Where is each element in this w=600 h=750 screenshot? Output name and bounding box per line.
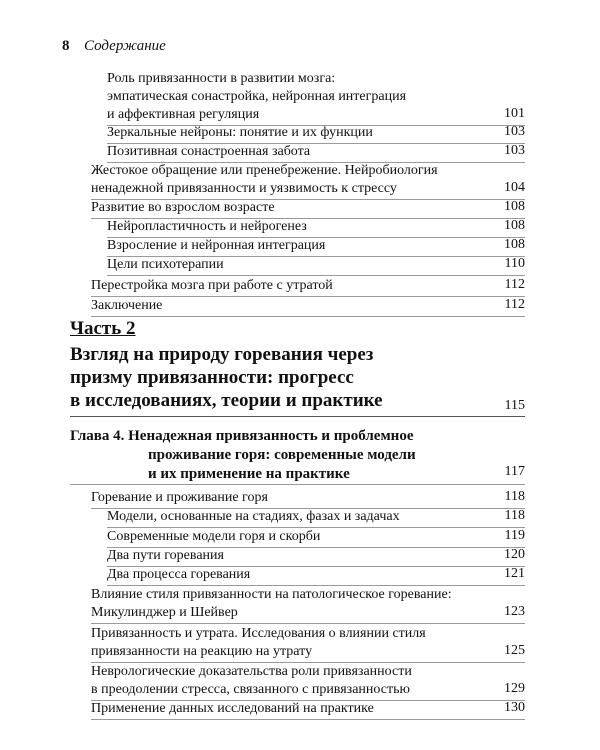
toc-entry-text: Позитивная сонастроенная забота xyxy=(107,144,311,159)
toc-entry xyxy=(91,625,426,661)
part-label: Часть 2 xyxy=(70,318,136,339)
toc-page-number: 104 xyxy=(504,180,525,195)
toc-entry xyxy=(91,277,333,295)
toc-entry-text: Влияние стиля привязанности на патологическое горевание: xyxy=(91,587,452,602)
chapter-title-line: Глава 4. Ненадежная привязанность и проблемное xyxy=(70,428,414,444)
divider xyxy=(70,416,525,417)
toc-entry-text: Перестройка мозга при работе с утратой xyxy=(91,278,333,293)
toc-page-number: 118 xyxy=(504,508,525,523)
toc-entry xyxy=(107,237,325,255)
toc-page-number: 101 xyxy=(504,106,525,121)
toc-entry xyxy=(107,218,307,236)
toc-page-number: 112 xyxy=(504,297,525,312)
toc-entry xyxy=(91,586,452,622)
toc-page-number: 110 xyxy=(504,256,525,271)
toc-entry-text: Заключение xyxy=(91,298,163,313)
divider xyxy=(107,275,525,276)
part-title xyxy=(70,343,383,412)
toc-entry xyxy=(107,528,320,546)
divider xyxy=(91,623,525,624)
toc-entry-text: Два пути горевания xyxy=(107,548,224,563)
toc-entry xyxy=(107,547,224,565)
toc-page-number: 108 xyxy=(504,218,525,233)
toc-page-number: 118 xyxy=(504,489,525,504)
toc-entry-text: Роль привязанности в развитии мозга: xyxy=(107,71,336,86)
toc-page-number: 108 xyxy=(504,199,525,214)
toc-page-number: 119 xyxy=(504,528,525,543)
toc-entry-text: Современные модели горя и скорби xyxy=(107,529,321,544)
toc-page-number: 108 xyxy=(504,237,525,252)
running-header-title: Содержание xyxy=(84,38,166,54)
toc-entry-text: Неврологические доказательства роли привязанности xyxy=(91,664,412,679)
divider xyxy=(91,719,525,720)
chapter-title-line: и их применение на практике xyxy=(148,466,350,482)
toc-entry-text: Цели психотерапии xyxy=(107,257,224,272)
toc-entry-text: в преодолении стресса, связанного с привязанностью xyxy=(91,682,410,697)
toc-entry xyxy=(91,663,412,699)
toc-entry-text: Два процесса горевания xyxy=(107,567,251,582)
toc-entry-text: Жестокое обращение или пренебрежение. Нейробиология xyxy=(91,163,438,178)
toc-page-number: 103 xyxy=(504,124,525,139)
divider xyxy=(70,484,525,485)
toc-entry-text: эмпатическая сонастройка, нейронная интеграция xyxy=(107,89,407,104)
toc-entry xyxy=(91,700,374,718)
toc-entry xyxy=(107,566,250,584)
toc-page-number: 103 xyxy=(504,143,525,158)
toc-entry-text: привязанности на реакцию на утрату xyxy=(91,644,313,659)
toc-page-number: 125 xyxy=(504,643,525,658)
chapter-title xyxy=(70,427,416,484)
toc-entry xyxy=(91,199,275,217)
toc-entry xyxy=(107,508,400,526)
toc-page-number: 121 xyxy=(504,566,525,581)
chapter-title-line: проживание горя: современные модели xyxy=(148,447,416,463)
toc-entry xyxy=(91,489,268,507)
toc-page-number: 123 xyxy=(504,604,525,619)
toc-entry xyxy=(91,297,162,315)
toc-entry-text: Нейропластичность и нейрогенез xyxy=(107,219,307,234)
toc-entry xyxy=(107,143,310,161)
toc-page-number: 120 xyxy=(504,547,525,562)
page-number: 8 xyxy=(62,38,70,54)
toc-entry-text: Взросление и нейронная интеграция xyxy=(107,238,326,253)
toc-page-number: 112 xyxy=(504,277,525,292)
toc-entry xyxy=(107,256,224,274)
toc-page-number: 130 xyxy=(504,700,525,715)
toc-entry-text: Привязанность и утрата. Исследования о влиянии стиля xyxy=(91,626,426,641)
chapter-page-number: 117 xyxy=(504,464,525,479)
part-title-line: Взгляд на природу горевания через xyxy=(70,344,374,365)
toc-entry-text: ненадежной привязанности и уязвимость к стрессу xyxy=(91,181,397,196)
toc-entry-text: Микулинджер и Шейвер xyxy=(91,605,238,620)
toc-entry-text: Горевание и проживание горя xyxy=(91,490,268,505)
toc-entry-text: и аффективная регуляция xyxy=(107,107,260,122)
toc-page-number: 129 xyxy=(504,681,525,696)
part-title-line: призму привязанности: прогресс xyxy=(70,367,354,388)
toc-entry xyxy=(91,162,438,198)
toc-entry-text: Применение данных исследований на практике xyxy=(91,701,374,716)
toc-entry xyxy=(107,124,373,142)
part-page-number: 115 xyxy=(504,398,525,413)
toc-entry xyxy=(107,70,406,124)
toc-entry-text: Развитие во взрослом возрасте xyxy=(91,200,275,215)
divider xyxy=(91,316,525,317)
part-title-line: в исследованиях, теории и практике xyxy=(70,390,383,411)
toc-entry-text: Зеркальные нейроны: понятие и их функции xyxy=(107,125,373,140)
toc-entry-text: Модели, основанные на стадиях, фазах и задачах xyxy=(107,509,400,524)
